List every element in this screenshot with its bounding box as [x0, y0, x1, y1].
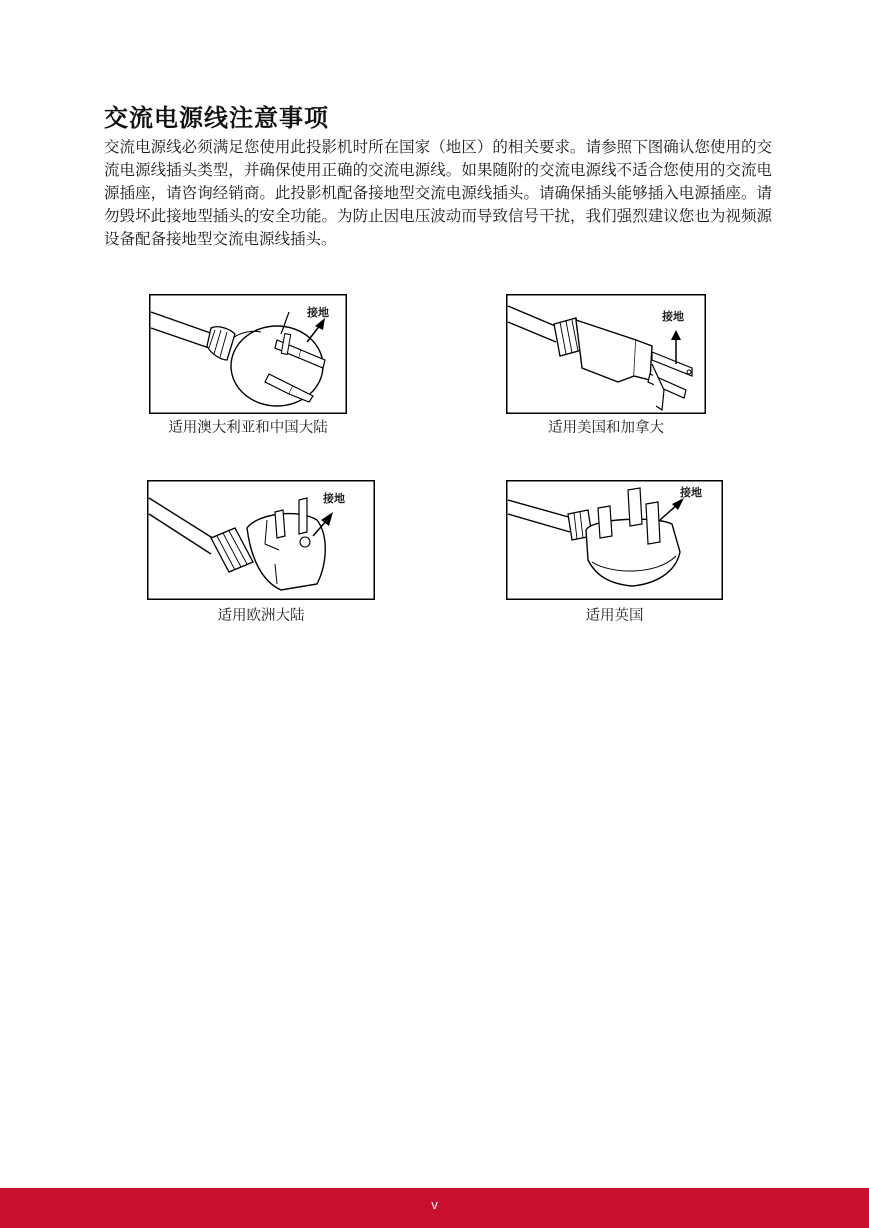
intro-paragraph: 交流电源线必须满足您使用此投影机时所在国家（地区）的相关要求。请参照下图确认您使用的交流电源线插头类型，并确保使用正确的交流电源线。如果随附的交流电源线不适合您使用的交流电源插座，请咨询经销商。此投影机配备接地型交流电源线插头。请确保插头能够插入电源插座。请勿毁坏此接地型插头的安全功能。为防止因电压波动而导致信号干扰，我们强烈建议您也为视频源设备配备接地型交流电源线插头。 — [104, 138, 772, 248]
plug-eu-illustration — [147, 480, 375, 600]
caption-au-cn: 适用澳大利亚和中国大陆 — [168, 420, 328, 436]
ground-label: 接地 — [662, 310, 684, 323]
plug-figure-us-ca — [506, 294, 706, 414]
footer-bar — [0, 1188, 869, 1228]
caption-us-ca: 适用美国和加拿大 — [548, 420, 664, 436]
plug-figure-eu — [147, 480, 375, 600]
ground-label: 接地 — [323, 492, 345, 505]
plug-figure-uk — [506, 480, 723, 600]
caption-eu: 适用欧洲大陆 — [217, 608, 305, 624]
ground-label: 接地 — [307, 306, 329, 319]
page-number: v — [430, 1198, 439, 1212]
plug-uk-illustration — [506, 480, 723, 600]
plug-figure-au-cn — [149, 294, 347, 414]
plug-au-cn-illustration — [149, 294, 347, 414]
caption-uk: 适用英国 — [585, 608, 644, 624]
page-title: 交流电源线注意事项 — [104, 104, 329, 132]
plug-us-ca-illustration — [506, 294, 706, 414]
ground-label: 接地 — [680, 486, 702, 499]
